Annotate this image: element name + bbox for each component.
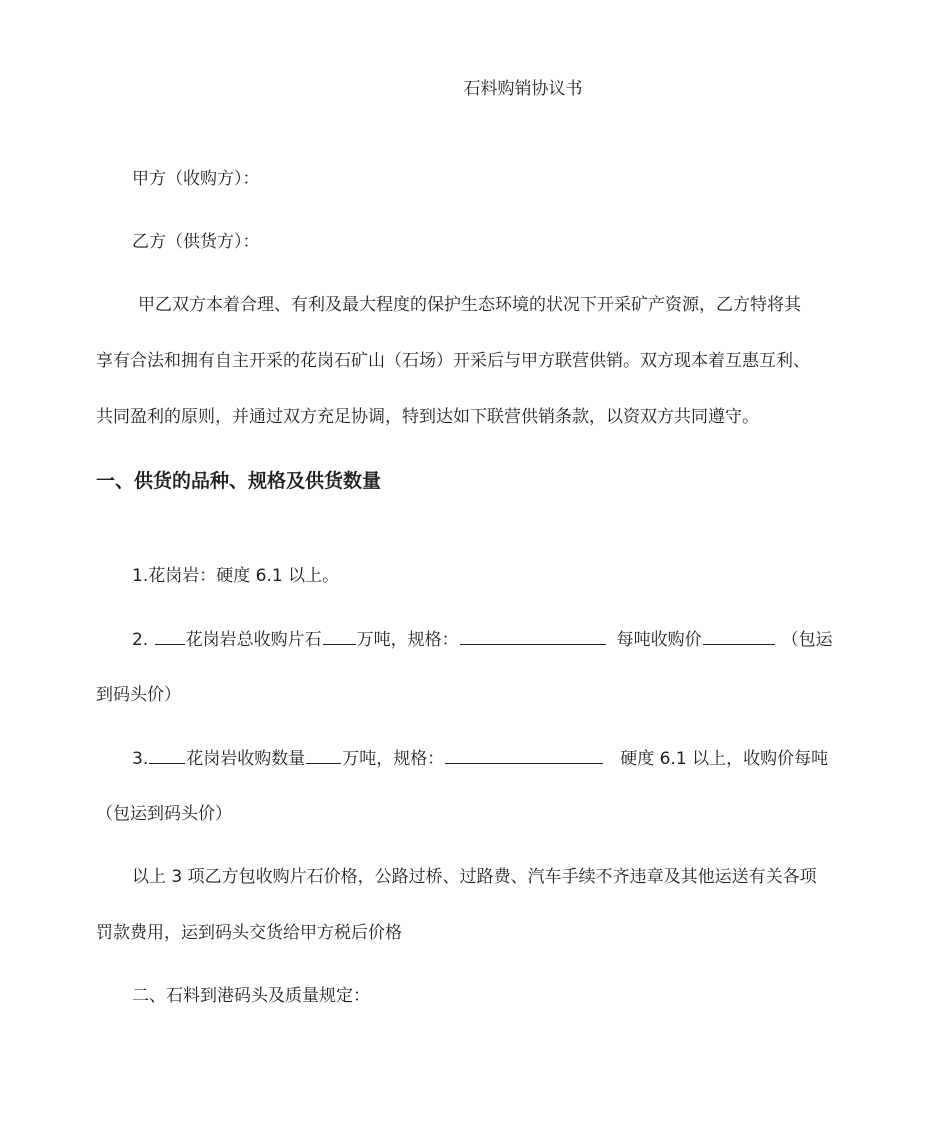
item-3-prefix: 3. [132, 749, 149, 769]
item-2-text-1: 花岗岩总收购片石 [185, 630, 322, 650]
item-3-line [132, 746, 828, 771]
item-3-text-3: 硬度 6.1 以上，收购价每吨 [620, 749, 829, 769]
item-3-continuation: （包运到码头价） [96, 804, 232, 824]
price-blank [703, 627, 775, 645]
item-2-text-4: （包运 [781, 630, 833, 650]
item-3-text-1: 花岗岩收购数量 [186, 749, 306, 769]
party-a-label: 甲方（收购方）： [132, 169, 260, 189]
item-2-line [132, 627, 833, 652]
section-1-heading: 一、供货的品种、规格及供货数量 [96, 470, 382, 492]
note-line-1: 以上 3 项乙方包收购片石价格，公路过桥、过路费、汽车手续不齐违章及其他运送有关各项 [132, 867, 817, 887]
item-2-text-2: 万吨，规格： [356, 630, 459, 650]
item-2-prefix: 2. [132, 630, 154, 650]
section-2-heading: 二、石料到港码头及质量规定： [132, 986, 370, 1006]
spec-blank-2 [445, 746, 603, 764]
item-1: 1.花岗岩：硬度 6.1 以上。 [132, 566, 340, 586]
item-2-continuation: 到码头价） [96, 685, 181, 705]
spec-blank [460, 627, 606, 645]
quantity-blank [323, 627, 356, 645]
party-b-label: 乙方（供货方）： [132, 232, 260, 252]
intro-line-2: 享有合法和拥有自主开采的花岗石矿山（石场）开采后与甲方联营供销。双方现本着互惠互利、 [96, 351, 810, 371]
variety-blank-2 [149, 746, 185, 764]
variety-blank [155, 627, 185, 645]
note-line-2: 罚款费用，运到码头交货给甲方税后价格 [96, 923, 402, 943]
intro-line-1: 甲乙双方本着合理、有利及最大程度的保护生态环境的状况下开采矿产资源，乙方特将其 [138, 295, 801, 315]
document-title: 石料购销协议书 [463, 79, 583, 99]
quantity-blank-2 [306, 746, 341, 764]
item-3-text-2: 万吨，规格： [342, 749, 445, 769]
item-2-text-3: 每吨收购价 [616, 630, 702, 650]
intro-line-3: 共同盈利的原则，并通过双方充足协调，特到达如下联营供销条款，以资双方共同遵守。 [96, 407, 759, 427]
